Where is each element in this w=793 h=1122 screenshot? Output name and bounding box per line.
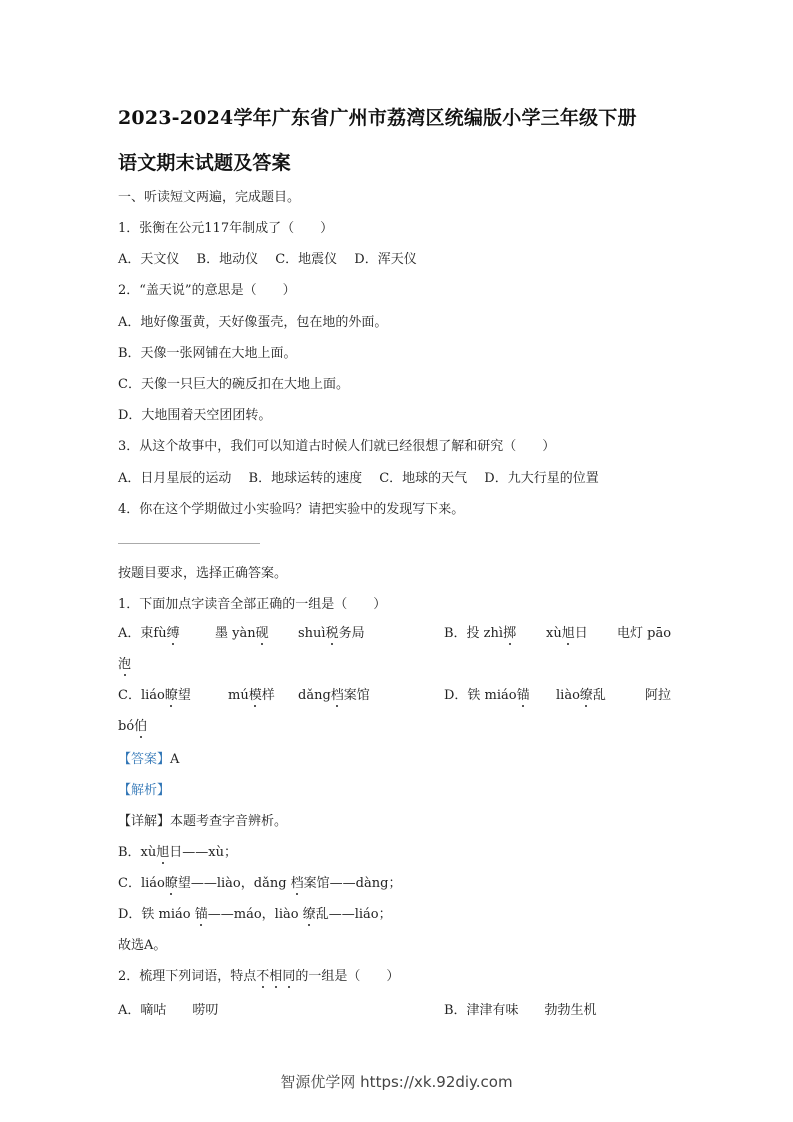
section1-intro: 一、听读短文两遍，完成题目。 [118, 190, 301, 205]
explanation-b: B．xù旭日——xù； [118, 841, 237, 860]
option-b-word-2: xù旭日 [546, 622, 588, 641]
question-3-options: A．日月星辰的运动 B．地球运转的速度 C．地球的天气 D．九大行星的位置 [118, 471, 599, 486]
option-a: A．束fù缚 [118, 622, 180, 641]
option-d-word-3: 阿拉 [645, 688, 672, 703]
document-title-line1: 2023-2024学年广东省广州市荔湾区统编版小学三年级下册 [118, 107, 637, 129]
question-2-option-d: D．大地围着天空团团转。 [118, 408, 272, 423]
q2-option-b: B．津津有味 勃勃生机 [444, 1003, 597, 1018]
option-d-wrap: bó伯 [118, 715, 147, 734]
answer-tag: 【答案】 [118, 752, 171, 767]
option-d: D．铁 miáo锚 [444, 684, 530, 703]
explanation-d: D．铁 miáo 锚——máo，liào 缭乱——liáo； [118, 903, 392, 922]
pinyin-question-2: 2．梳理下列词语，特点不相同的一组是（ ） [118, 965, 399, 984]
question-3: 3．从这个故事中，我们可以知道古时候人们就已经很想了解和研究（ ） [118, 439, 556, 454]
analysis-tag: 【解析】 [118, 783, 171, 798]
option-a-word-2: 墨 yàn砚 [215, 622, 269, 641]
option-b-wrap: 泡 [118, 653, 131, 672]
detail-line: 【详解】本题考查字音辨析。 [118, 814, 288, 829]
option-c-word-2: mú模样 [228, 684, 275, 703]
option-d-word-2: liào缭乱 [556, 684, 606, 703]
pinyin-question-1: 1．下面加点字读音全部正确的一组是（ ） [118, 597, 387, 612]
option-c-word-3: dǎng档案馆 [298, 684, 370, 703]
option-c: C．liáo瞭望 [118, 684, 191, 703]
footer-watermark: 智源优学网 https://xk.92diy.com [280, 1073, 513, 1091]
explanation-c: C．liáo瞭望——liào，dǎng 档案馆——dàng； [118, 872, 401, 891]
answer-value: A [170, 752, 180, 767]
question-1-options: A．天文仪 B．地动仪 C．地震仪 D．浑天仪 [118, 252, 417, 267]
option-b-word-3: 电灯 pāo [617, 626, 672, 641]
q2-option-a: A．嘀咕 唠叨 [118, 1003, 219, 1018]
question-2-option-a: A．地好像蛋黄，天好像蛋壳，包在地的外面。 [118, 315, 388, 330]
question-2-option-b: B．天像一张网铺在大地上面。 [118, 346, 297, 361]
option-b: B．投 zhì掷 [444, 622, 516, 641]
question-4: 4．你在这个学期做过小实验吗？请把实验中的发现写下来。 [118, 502, 465, 517]
document-title-line2: 语文期末试题及答案 [118, 152, 291, 174]
question-2: 2．“盖天说”的意思是（ ） [118, 283, 296, 298]
option-a-word-3: shuì税务局 [298, 622, 365, 641]
question-2-option-c: C．天像一只巨大的碗反扣在大地上面。 [118, 377, 349, 392]
question-1: 1．张衡在公元117年制成了（ ） [118, 221, 334, 236]
conclusion: 故选A。 [118, 938, 167, 953]
section-divider [118, 543, 260, 544]
answer-line [118, 748, 179, 767]
section2-intro: 按题目要求，选择正确答案。 [118, 566, 288, 581]
